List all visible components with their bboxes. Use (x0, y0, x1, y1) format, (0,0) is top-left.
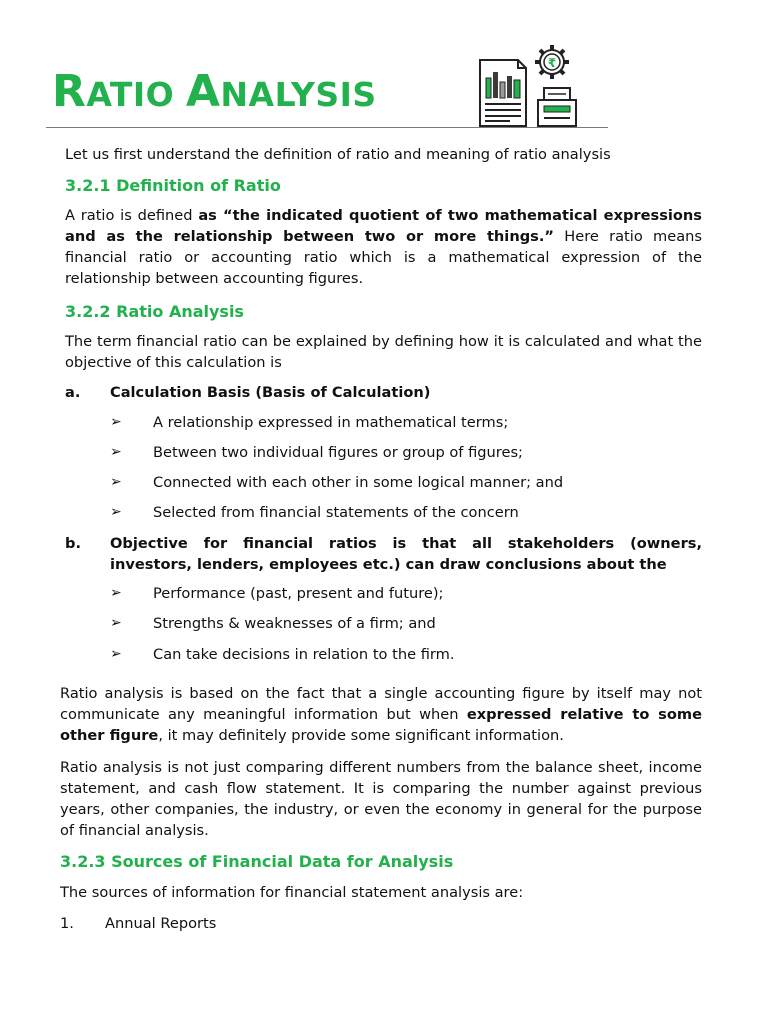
list-marker-b: b. (65, 535, 81, 552)
list-item: Annual Reports (105, 915, 217, 932)
list-item: Performance (past, present and future); (153, 585, 444, 602)
arrow-bullet-icon: ➢ (110, 504, 122, 520)
sources-intro: The sources of information for financial statement analysis are: (60, 884, 524, 901)
list-item: Selected from financial statements of the concern (153, 504, 519, 521)
ratio-analysis-paragraph-2: Ratio analysis is not just comparing different numbers from the balance sheet, income statement, and cash flow statement. It is comparing the number against previous years, other companies, the industry, or even the economy in general for the purpose of financial analysis. (60, 759, 702, 839)
list-item: Connected with each other in some logical manner; and (153, 474, 564, 491)
arrow-bullet-icon: ➢ (110, 444, 122, 460)
intro-text: Let us first understand the definition of ratio and meaning of ratio analysis (65, 146, 611, 163)
arrow-bullet-icon: ➢ (110, 585, 122, 601)
arrow-bullet-icon: ➢ (110, 615, 122, 631)
rupee-symbol: ₹ (547, 56, 557, 70)
arrow-bullet-icon: ➢ (110, 646, 122, 662)
list-item: Between two individual figures or group of figures; (153, 444, 523, 461)
list-marker-a: a. (65, 384, 81, 401)
list-item: A relationship expressed in mathematical terms; (153, 414, 509, 431)
financial-report-icon (474, 44, 584, 130)
calculation-basis-title: Calculation Basis (Basis of Calculation) (110, 384, 431, 401)
section-heading-definition: 3.2.1 Definition of Ratio (65, 176, 281, 195)
section-heading-ratio-analysis: 3.2.2 Ratio Analysis (65, 302, 244, 321)
list-item: Strengths & weaknesses of a firm; and (153, 615, 436, 632)
title-divider (46, 127, 608, 128)
list-item: Can take decisions in relation to the firm. (153, 646, 455, 663)
page-title: RATIO ANALYSIS (52, 66, 377, 117)
ratio-analysis-paragraph-1: Ratio analysis is based on the fact that a single accounting figure by itself may not communicate any meaningful information but when expressed relative to some other figure, it may definitely provide some significant information. (60, 685, 703, 744)
ratio-analysis-intro: The term financial ratio can be explained by defining how it is calculated and what the objective of this calculation is (65, 333, 702, 371)
arrow-bullet-icon: ➢ (110, 414, 122, 430)
list-number: 1. (60, 915, 74, 932)
arrow-bullet-icon: ➢ (110, 474, 122, 490)
section-heading-sources: 3.2.3 Sources of Financial Data for Analysis (60, 852, 454, 871)
definition-paragraph: A ratio is defined as “the indicated quotient of two mathematical expressions and as the relationship between two or more things.” Here ratio means financial ratio or accounting ratio which is a mathematical expression of the relationship between accounting figures. (65, 207, 702, 287)
objective-title: Objective for financial ratios is that all stakeholders (owners, investors, lenders, employees etc.) can draw conclusions about the (110, 535, 702, 573)
